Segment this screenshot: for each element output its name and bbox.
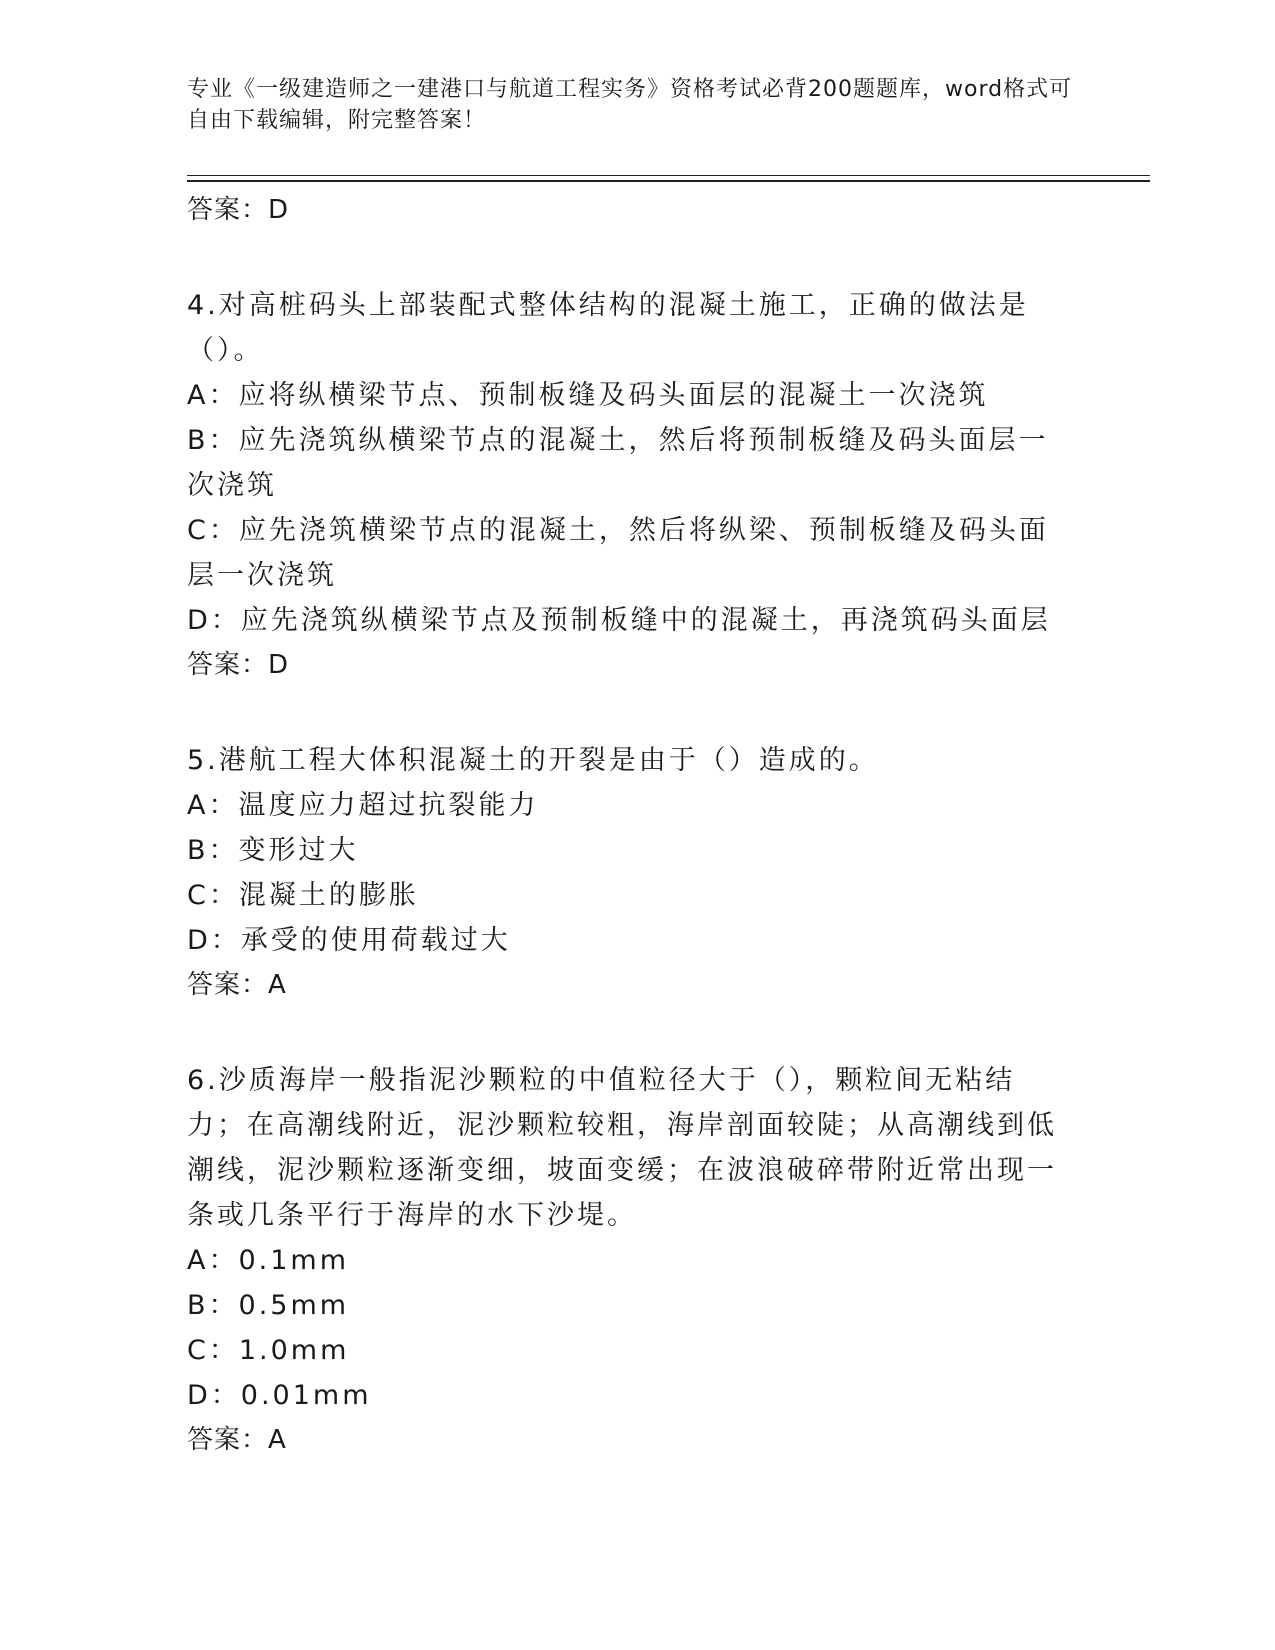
option-a: A：0.1mm (187, 1245, 350, 1276)
question-list (187, 188, 1067, 1462)
option-c: C：1.0mm (187, 1335, 350, 1366)
option-a: A：应将纵横梁节点、预制板缝及码头面层的混凝土一次浇筑 (187, 380, 989, 411)
answer-line: 答案：D (187, 195, 290, 225)
answer-line: 答案：A (187, 970, 287, 1000)
question-item (187, 1058, 1067, 1462)
question-item (187, 283, 1067, 687)
question-item (187, 738, 1067, 1007)
question-text: 6.沙质海岸一般指泥沙颗粒的中值粒径大于（），颗粒间无粘结力；在高潮线附近，泥沙颗粒较粗，海岸剖面较陡；从高潮线到低潮线，泥沙颗粒逐渐变细，坡面变缓；在波浪破碎带附近常出现一条或几条平行于海岸的水下沙堤。 (187, 1065, 1057, 1231)
option-b: B：0.5mm (187, 1290, 350, 1321)
question-text: 4.对高桩码头上部装配式整体结构的混凝土施工，正确的做法是（）。 (187, 290, 1029, 366)
page-header: 专业《一级建造师之一建港口与航道工程实务》资格考试必背200题题库，word格式可自由下载编辑，附完整答案！ (187, 77, 1073, 133)
option-c: C：应先浇筑横梁节点的混凝土，然后将纵梁、预制板缝及码头面层一次浇筑 (187, 515, 1049, 591)
header-divider-thick (187, 180, 1150, 182)
option-b: B：变形过大 (187, 835, 359, 866)
option-a: A：温度应力超过抗裂能力 (187, 790, 539, 821)
header-divider (187, 175, 1150, 176)
answer-line: 答案：D (187, 650, 290, 680)
question-text: 5.港航工程大体积混凝土的开裂是由于（）造成的。 (187, 745, 879, 776)
option-d: D：承受的使用荷载过大 (187, 925, 511, 956)
option-d: D：应先浇筑纵横梁节点及预制板缝中的混凝土，再浇筑码头面层 (187, 605, 1051, 636)
option-c: C：混凝土的膨胀 (187, 880, 419, 911)
option-d: D：0.01mm (187, 1380, 372, 1411)
option-b: B：应先浇筑纵横梁节点的混凝土，然后将预制板缝及码头面层一次浇筑 (187, 425, 1049, 501)
answer-line: 答案：A (187, 1425, 287, 1455)
